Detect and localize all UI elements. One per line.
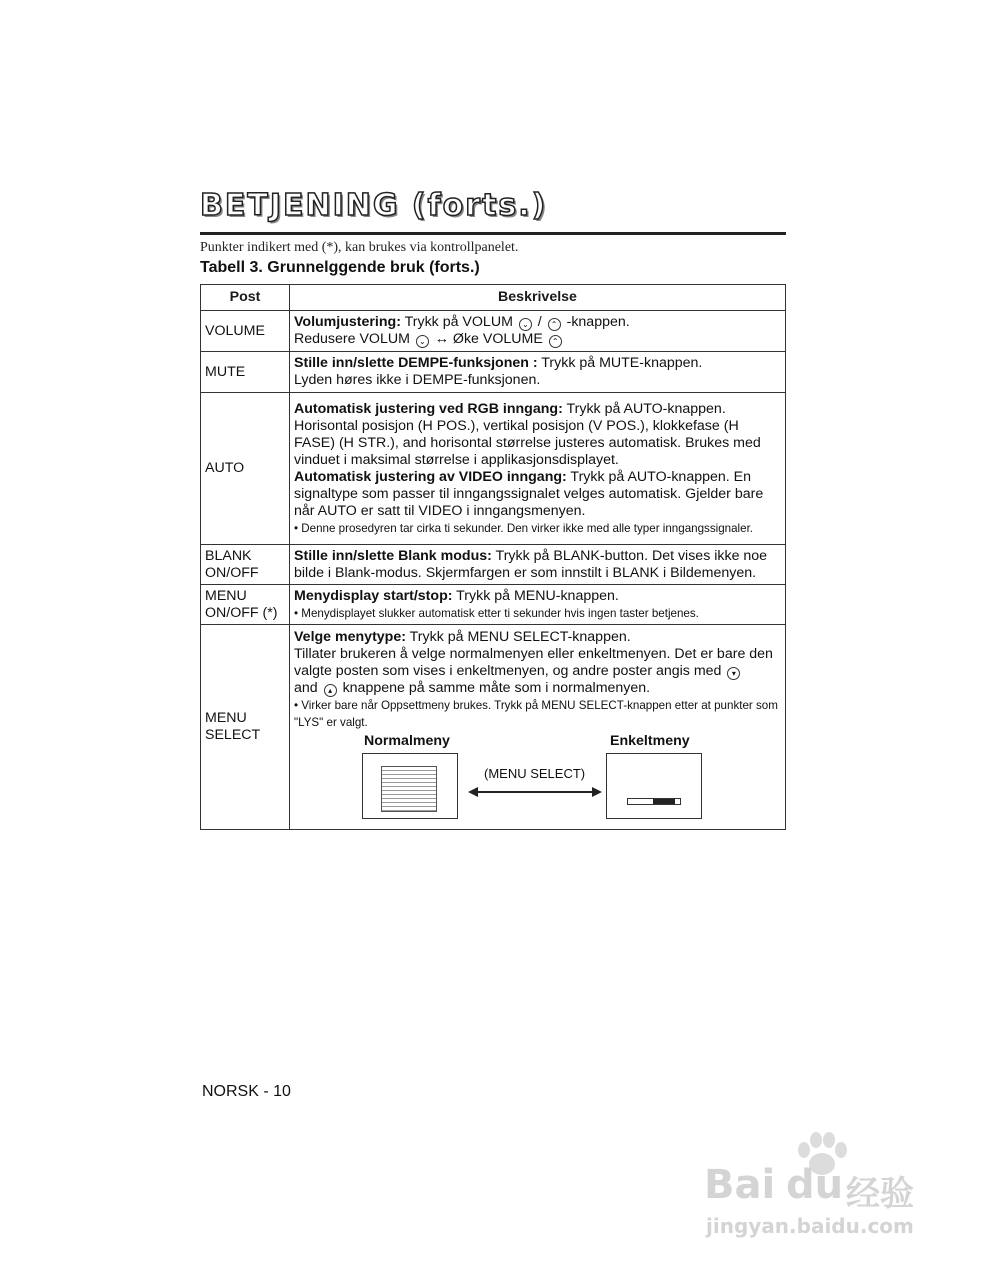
desc-lead: Volumjustering:	[294, 314, 401, 330]
table-row	[201, 585, 786, 625]
desc-text: Trykk på BLANK-button. Det vises ikke noe bilde i Blank-modus. Skjermfargen er som innstilt i BLANK i Bildemenyen.	[294, 547, 768, 581]
row-desc-auto	[290, 393, 786, 545]
table-row	[201, 545, 786, 585]
double-arrow-icon	[474, 791, 596, 793]
desc-text: Tillater brukeren å velge normalmenyen eller enkeltmenyen. Det er bare den valgte posten som vises i enkeltmenyen, og andre poster angis med	[294, 646, 773, 679]
row-desc-blank	[290, 545, 786, 585]
desc-text: and	[294, 680, 322, 696]
table-row	[201, 625, 786, 830]
down-arrow-icon: ▾	[727, 667, 740, 680]
desc-lead: Automatisk justering ved RGB inngang:	[294, 400, 563, 417]
desc-lead: Velge menytype:	[294, 629, 406, 645]
row-desc-mute	[290, 352, 786, 393]
volume-up-icon: ⌃	[548, 318, 561, 331]
desc-footnote: • Virker bare når Oppsettmeny brukes. Trykk på MENU SELECT-knappen etter at punkter som "LYS" er valgt.	[294, 699, 778, 729]
row-post-menu-onoff	[201, 585, 290, 625]
watermark-url: jingyan.baidu.com	[706, 1214, 914, 1238]
table-row	[201, 393, 786, 545]
normal-menu-thumbnail	[381, 766, 437, 812]
desc-text: Trykk på MUTE-knappen.	[537, 355, 703, 371]
single-menu-thumbnail	[627, 798, 681, 805]
volume-down-icon: ⌄	[519, 318, 532, 331]
row-desc-volume	[290, 311, 786, 352]
single-menu-label: Enkeltmeny	[610, 733, 690, 749]
watermark-cn: 经验	[846, 1174, 914, 1214]
desc-lead: Stille inn/slette Blank modus:	[294, 547, 492, 564]
row-post-auto: AUTO	[201, 393, 290, 545]
note-text: Punkter indikert med (*), kan brukes via kontrollpanelet.	[200, 240, 519, 255]
single-menu-screen	[606, 753, 702, 819]
desc-text: Lyden høres ikke i DEMPE-funksjonen.	[294, 372, 541, 388]
watermark-brand-du: du	[786, 1162, 844, 1208]
desc-footnote: • Menydisplayet slukker automatisk etter ti sekunder hvis ingen taster betjenes.	[294, 606, 699, 620]
table-header-row	[201, 285, 786, 311]
menu-select-illustration	[294, 731, 781, 827]
table-row	[201, 352, 786, 393]
post-label: MENU SELECT	[205, 710, 261, 743]
desc-text: /	[533, 314, 546, 330]
page-footer: NORSK - 10	[202, 1083, 291, 1100]
menu-select-arrow-label: (MENU SELECT)	[484, 766, 586, 781]
desc-lead: Stille inn/slette DEMPE-funksjonen :	[294, 355, 538, 371]
page-heading	[200, 188, 786, 235]
volume-down-icon: ⌄	[416, 335, 429, 348]
desc-text: ↔ Øke VOLUME	[430, 331, 547, 347]
desc-lead: Automatisk justering av VIDEO inngang:	[294, 468, 567, 485]
desc-text: Trykk på AUTO-knappen. Horisontal posisjon (H POS.), vertikal posisjon (V POS.), klokkefase (H FASE) (H STR.), and horisontal størrelse justeres automatisk. Brukes med vinduet i maksimal størrelse i applikasjonsdisplayet.	[294, 400, 761, 468]
desc-text: Trykk på AUTO-knappen. En signaltype som passer til inngangssignalet velges automatisk. Gjelder bare når AUTO er satt til VIDEO i inngangsmenyen.	[294, 468, 764, 519]
row-post-menu-select	[201, 625, 290, 830]
normal-menu-screen	[362, 753, 458, 819]
operations-table	[200, 284, 786, 830]
table-row	[201, 311, 786, 352]
desc-lead: Menydisplay start/stop:	[294, 587, 453, 604]
desc-text: Redusere VOLUM	[294, 331, 414, 347]
row-post-blank	[201, 545, 290, 585]
desc-text: Trykk på MENU-knappen.	[452, 587, 619, 604]
row-post-mute: MUTE	[201, 352, 290, 393]
table-title: Tabell 3. Grunnelggende bruk (forts.)	[200, 259, 480, 276]
row-desc-menu-select	[290, 625, 786, 830]
row-desc-menu-onoff	[290, 585, 786, 625]
desc-footnote: • Denne prosedyren tar cirka ti sekunder. Den virker ikke med alle typer inngangssignaler.	[294, 521, 754, 535]
row-post-volume: VOLUME	[201, 311, 290, 352]
desc-text: knappene på samme måte som i normalmenyen.	[338, 680, 651, 696]
heading-text: BETJENING (forts.)	[200, 188, 548, 223]
header-description: Beskrivelse	[290, 285, 786, 311]
desc-text: Trykk på MENU SELECT-knappen.	[405, 629, 631, 645]
header-post: Post	[201, 285, 290, 311]
normal-menu-label: Normalmeny	[364, 733, 450, 749]
watermark-brand: Bai	[704, 1162, 776, 1208]
arrow-right-icon	[592, 787, 602, 797]
post-label: BLANK ON/OFF	[205, 547, 259, 581]
up-arrow-icon: ▴	[324, 684, 337, 697]
desc-text: Trykk på VOLUM	[400, 314, 517, 330]
baidu-watermark	[700, 1130, 940, 1240]
arrow-left-icon	[468, 787, 478, 797]
desc-text: -knappen.	[562, 314, 630, 330]
post-label: MENU ON/OFF (*)	[205, 587, 278, 621]
volume-up-icon: ⌃	[549, 335, 562, 348]
